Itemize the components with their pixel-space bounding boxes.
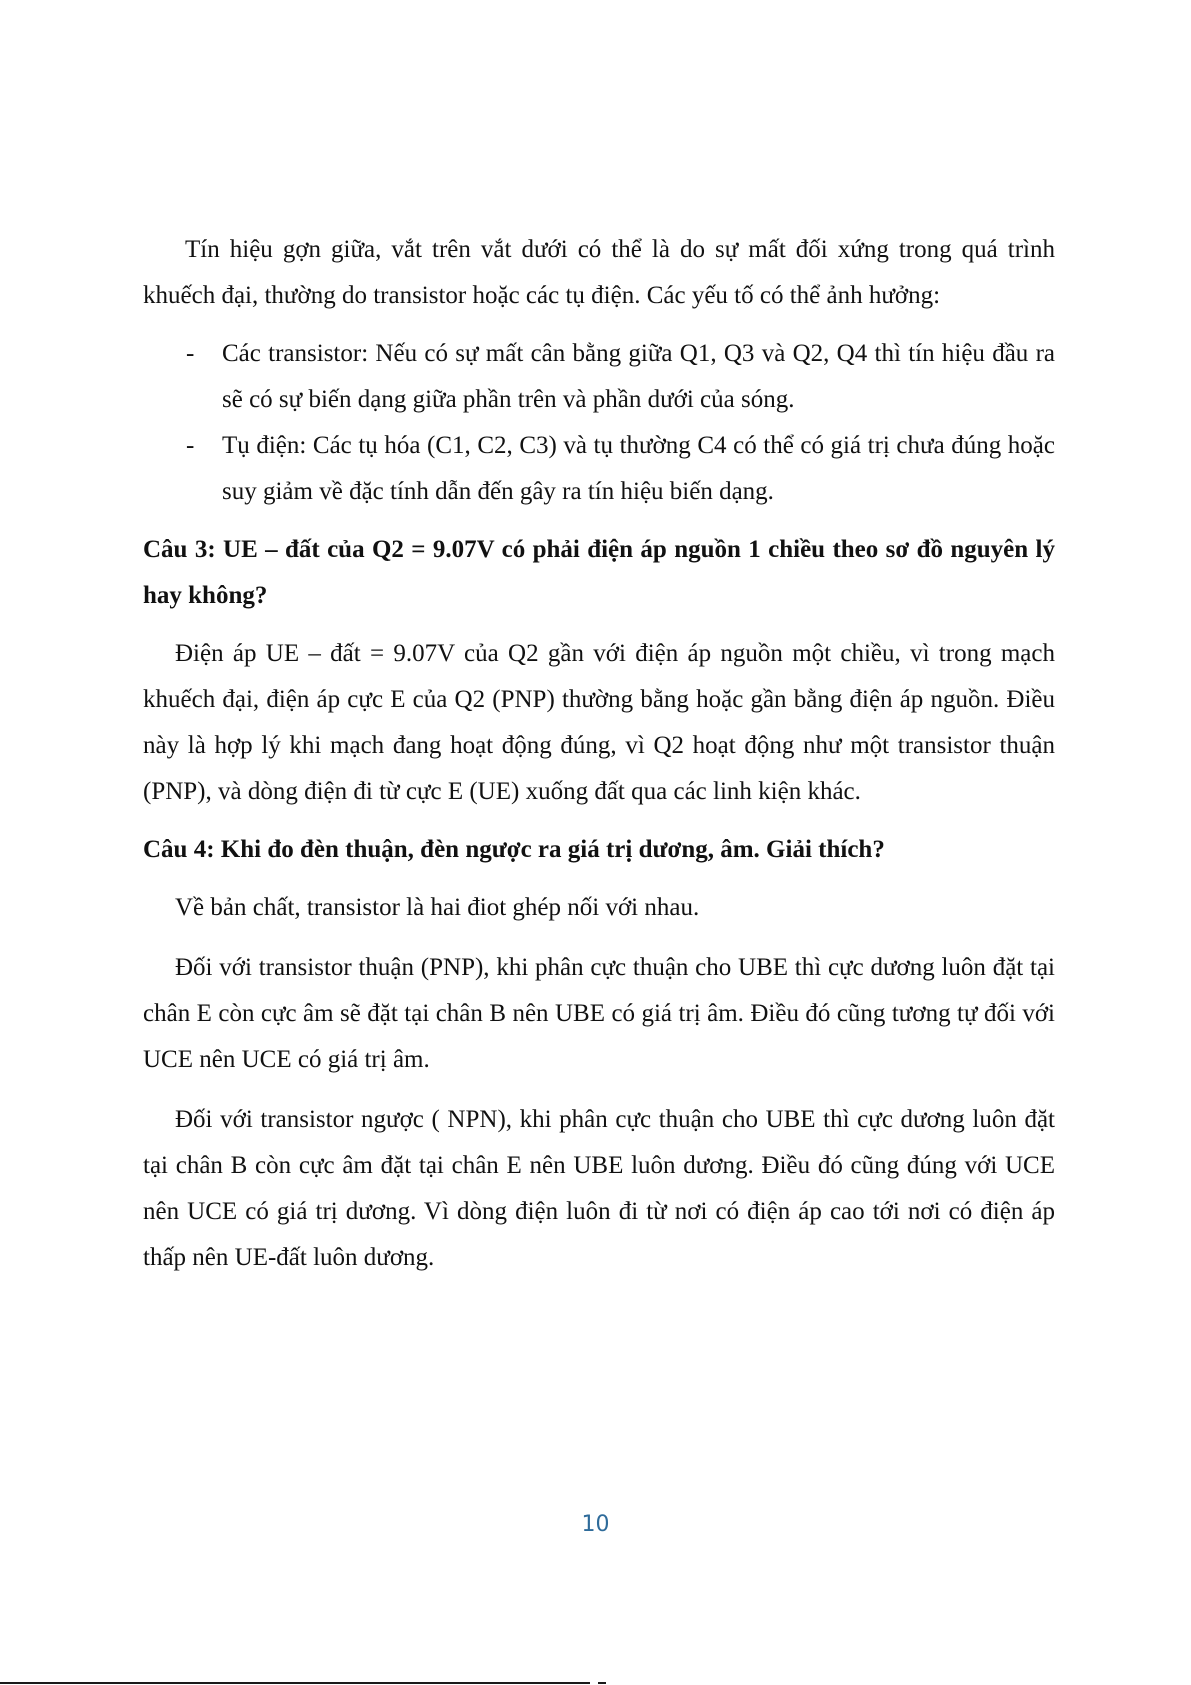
bullet-item bbox=[143, 331, 1055, 423]
footer-rule bbox=[0, 1682, 590, 1684]
answer-4-paragraph-2: Đối với transistor thuận (PNP), khi phân cực thuận cho UBE thì cực dương luôn đặt tại chân E còn cực âm sẽ đặt tại chân B nên UBE có giá trị âm. Điều đó cũng tương tự đối với UCE nên UCE có giá trị âm. bbox=[143, 954, 1055, 1073]
bullet-text: Tụ điện: Các tụ hóa (C1, C2, C3) và tụ thường C4 có thể có giá trị chưa đúng hoặc suy giảm về đặc tính dẫn đến gây ra tín hiệu biến dạng. bbox=[222, 432, 1055, 505]
answer-3-paragraph: Điện áp UE – đất = 9.07V của Q2 gần với điện áp nguồn một chiều, vì trong mạch khuếch đại, điện áp cực E của Q2 (PNP) thường bằng hoặc gần bằng điện áp nguồn. Điều này là hợp lý khi mạch đang hoạt động đúng, vì Q2 hoạt động như một transistor thuận (PNP), và dòng điện đi từ cực E (UE) xuống đất qua các linh kiện khác. bbox=[143, 640, 1055, 805]
question-4-heading: Câu 4: Khi đo đèn thuận, đèn ngược ra giá trị dương, âm. Giải thích? bbox=[143, 836, 885, 863]
bullet-list bbox=[143, 331, 1055, 515]
bullet-marker: - bbox=[186, 340, 195, 367]
bullet-item bbox=[143, 423, 1055, 515]
question-3-heading: Câu 3: UE – đất của Q2 = 9.07V có phải điện áp nguồn 1 chiều theo sơ đồ nguyên lý hay không? bbox=[143, 536, 1055, 609]
answer-4-paragraph-3: Đối với transistor ngược ( NPN), khi phân cực thuận cho UBE thì cực dương luôn đặt tại chân B còn cực âm đặt tại chân E nên UBE luôn dương. Điều đó cũng đúng với UCE nên UCE có giá trị dương. Vì dòng điện luôn đi từ nơi có điện áp cao tới nơi có điện áp thấp nên UE-đất luôn dương. bbox=[143, 1106, 1055, 1271]
page-number: 10 bbox=[581, 1512, 610, 1537]
footer-rule-segment bbox=[598, 1682, 606, 1684]
intro-paragraph: Tín hiệu gợn giữa, vắt trên vắt dưới có thể là do sự mất đối xứng trong quá trình khuếch đại, thường do transistor hoặc các tụ điện. Các yếu tố có thể ảnh hưởng: bbox=[143, 236, 1055, 309]
answer-4-paragraph-1: Về bản chất, transistor là hai điot ghép nối với nhau. bbox=[175, 894, 700, 921]
bullet-text: Các transistor: Nếu có sự mất cân bằng giữa Q1, Q3 và Q2, Q4 thì tín hiệu đầu ra sẽ có sự biến dạng giữa phần trên và phần dưới của sóng. bbox=[222, 340, 1055, 413]
page-content bbox=[143, 227, 1055, 1281]
bullet-marker: - bbox=[186, 432, 195, 459]
